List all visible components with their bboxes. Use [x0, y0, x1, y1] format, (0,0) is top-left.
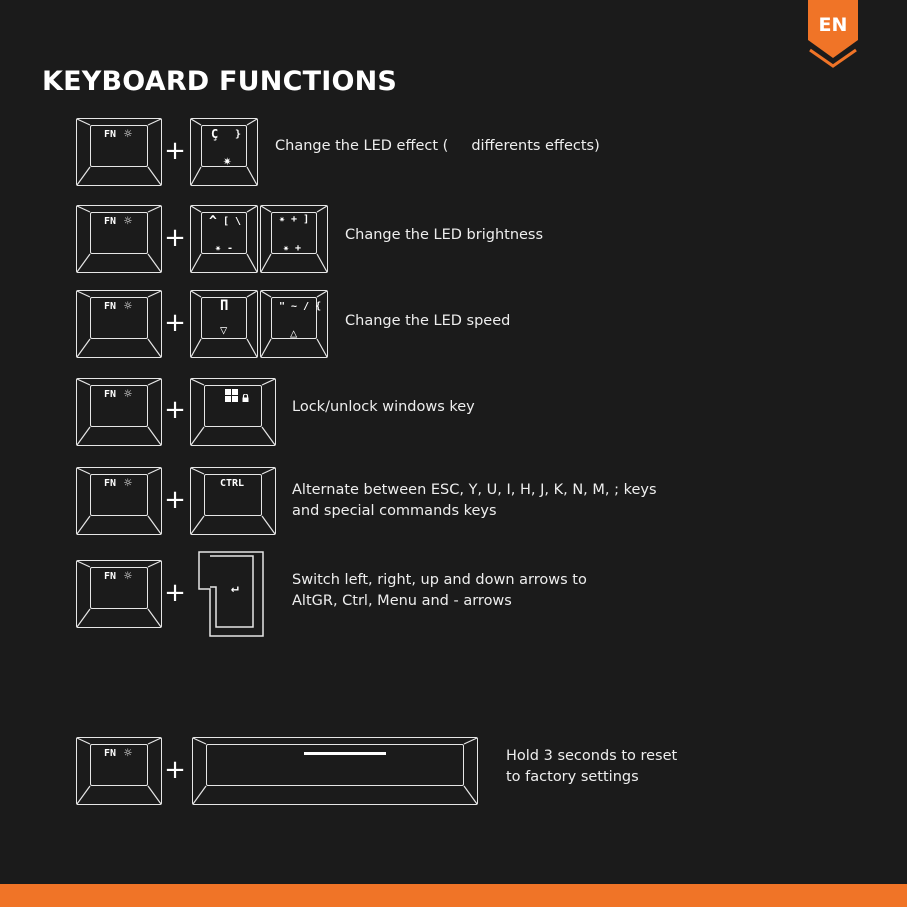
sun-icon: ☼ — [124, 569, 132, 584]
brightness-down-key: ^ [ \ ✷ - — [190, 205, 258, 273]
enter-key — [198, 551, 264, 637]
brightness-icon: ✷ + ] — [279, 214, 310, 225]
key-glyph: Π — [220, 298, 229, 314]
fn-key: FN ☼ — [76, 467, 162, 535]
brightness-down-icon: ✷ - — [215, 243, 234, 254]
function-description: Hold 3 seconds to reset to factory settings — [506, 748, 678, 785]
plus-sign: + — [164, 578, 186, 608]
plus-sign: + — [164, 136, 186, 166]
windows-icon — [225, 389, 238, 402]
fn-key: FN ☼ — [76, 205, 162, 273]
windows-lock-key — [190, 378, 276, 446]
lock-icon — [242, 389, 249, 397]
sun-icon: ☼ — [124, 127, 132, 142]
enter-arrow-icon: ↵ — [231, 581, 239, 596]
bottom-accent-bar — [0, 884, 907, 907]
speed-up-icon: △ — [290, 326, 298, 340]
key-glyph: " ~ / { — [279, 301, 322, 312]
light-icon: ✷ — [223, 153, 232, 169]
fn-key: FN ☼ — [76, 560, 162, 628]
language-badge-label: EN — [818, 14, 848, 36]
effect-key-glyph-2: } — [235, 129, 242, 140]
function-description: Change the LED speed — [345, 313, 511, 329]
fn-key: FN ☼ — [76, 378, 162, 446]
brightness-up-key — [260, 205, 328, 273]
spacebar-key — [192, 737, 478, 805]
sun-icon: ☼ — [124, 387, 132, 402]
ctrl-key — [190, 467, 276, 535]
plus-sign: + — [164, 308, 186, 338]
ctrl-key-label: CTRL — [220, 478, 245, 489]
plus-sign: + — [164, 395, 186, 425]
language-badge — [808, 0, 858, 70]
sun-icon: ☼ — [124, 476, 132, 491]
effect-key — [190, 118, 258, 186]
speed-down-icon: ▽ — [220, 323, 228, 337]
caret-icon: ^ — [209, 214, 217, 229]
fn-key: FN ☼ — [76, 290, 162, 358]
speed-up-key — [260, 290, 328, 358]
sun-icon: ☼ — [124, 746, 132, 761]
function-description: Switch left, right, up and down arrows to AltGR, Ctrl, Menu and - arrows — [292, 572, 587, 609]
plus-sign: + — [164, 223, 186, 253]
function-description: Change the LED brightness — [345, 227, 544, 243]
function-description: Change the LED effect ( differents effects) — [275, 138, 600, 154]
fn-key-label: FN — [104, 129, 117, 140]
spacebar-indicator — [304, 752, 386, 755]
speed-down-key — [190, 290, 258, 358]
sun-icon: ☼ — [124, 214, 132, 229]
brightness-up-icon: ✷ + — [283, 243, 302, 254]
effect-key-glyph: Ç — [211, 127, 219, 141]
page-title: KEYBOARD FUNCTIONS — [42, 66, 398, 97]
function-description: Alternate between ESC, Y, U, I, H, J, K, N, M, ; keys and special commands keys — [292, 482, 657, 519]
fn-key: FN ☼ — [76, 737, 162, 805]
sun-icon: ☼ — [124, 299, 132, 314]
fn-key — [76, 118, 162, 186]
function-description: Lock/unlock windows key — [292, 399, 475, 415]
plus-sign: + — [164, 485, 186, 515]
plus-sign: + — [164, 755, 186, 785]
